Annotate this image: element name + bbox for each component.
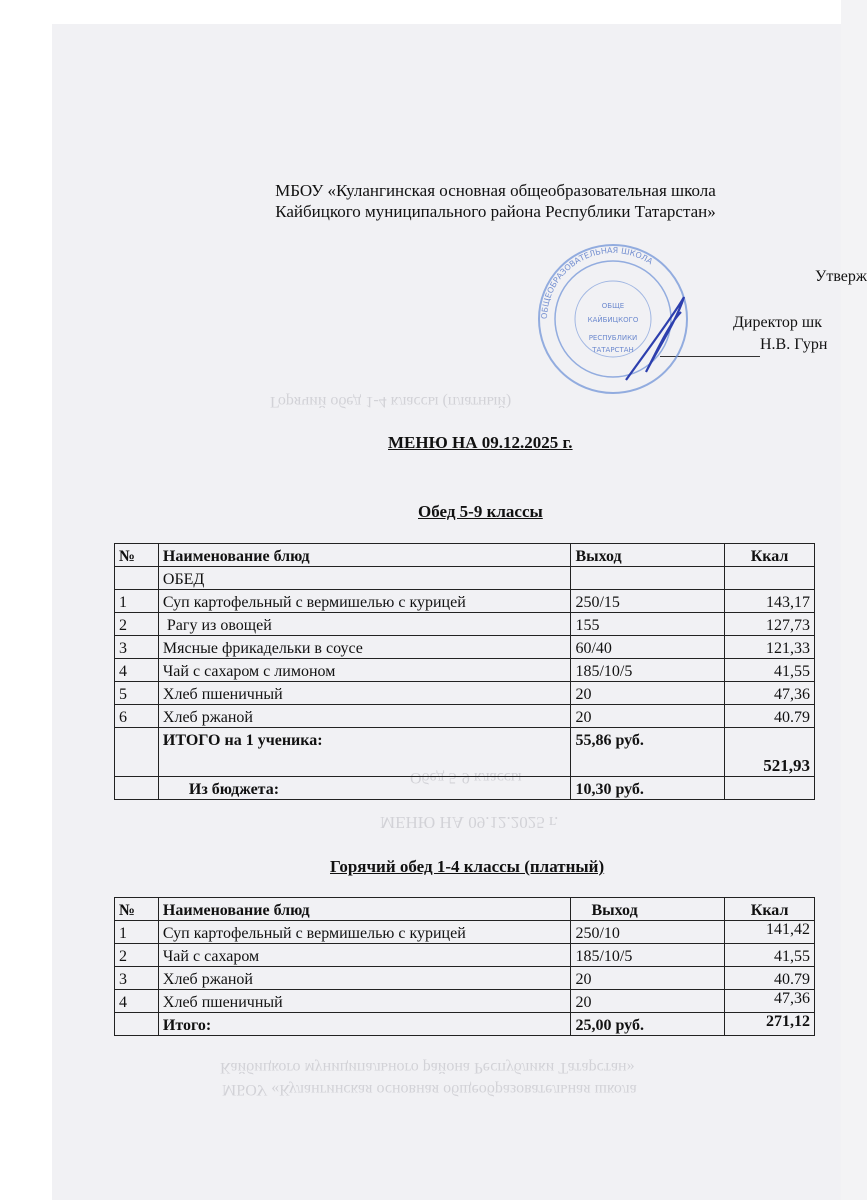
header-cell: Ккал	[725, 898, 815, 921]
row-number: 5	[115, 682, 159, 705]
total-label: ИТОГО на 1 ученика:	[158, 728, 571, 777]
dish-portion: 250/15	[571, 590, 725, 613]
school-header	[0, 180, 841, 222]
school-stamp-seal	[536, 242, 690, 396]
table-row	[115, 967, 815, 990]
school-name-line2: Кайбицкого муниципального района Республики Татарстан»	[275, 202, 716, 221]
stamp-ring-text: ОБЩЕОБРАЗОВАТЕЛЬНАЯ ШКОЛА	[539, 245, 655, 320]
dish-portion: 155	[571, 613, 725, 636]
row-number: 3	[115, 967, 159, 990]
dish-kcal: 47,36	[725, 682, 815, 705]
svg-text:ОБЩЕОБРАЗОВАТЕЛЬНАЯ ШКОЛА	[540, 246, 655, 319]
section-label: ОБЕД	[158, 567, 571, 590]
row-number: 2	[115, 613, 159, 636]
dish-portion: 20	[571, 990, 725, 1013]
row-number: 2	[115, 944, 159, 967]
table-row	[115, 659, 815, 682]
row-number: 4	[115, 990, 159, 1013]
table-row	[115, 636, 815, 659]
budget-label: Из бюджета:	[158, 777, 571, 800]
dish-kcal: 143,17	[725, 590, 815, 613]
menu-table-1-4	[114, 897, 815, 1036]
bleed-through-text: Кайбицкого муниципального района Республики Татарстан»	[220, 1059, 635, 1076]
total-row	[115, 1013, 815, 1036]
header-cell: Выход	[571, 544, 725, 567]
table1-title: Обед 5-9 классы	[418, 502, 543, 521]
bleed-through-text: МЕНЮ НА 09.12.2025 г.	[380, 813, 559, 832]
dish-name: Чай с сахаром с лимоном	[158, 659, 571, 682]
dish-name: Рагу из овощей	[158, 613, 571, 636]
table-row	[115, 990, 815, 1013]
dish-name: Чай с сахаром	[158, 944, 571, 967]
table-row	[115, 590, 815, 613]
table-row	[115, 705, 815, 728]
stamp-center-text: ОБЩЕ	[601, 302, 625, 310]
dish-kcal: 40.79	[725, 967, 815, 990]
total-kcal: 271,12	[725, 1013, 815, 1036]
menu-title: МЕНЮ НА 09.12.2025 г.	[388, 433, 573, 452]
table2-title: Горячий обед 1-4 классы (платный)	[330, 857, 605, 876]
dish-portion: 20	[571, 705, 725, 728]
table-row	[115, 921, 815, 944]
dish-portion: 20	[571, 682, 725, 705]
dish-name: Хлеб пшеничный	[158, 990, 571, 1013]
dish-kcal: 41,55	[725, 659, 815, 682]
approval-position: Директор шк	[733, 314, 823, 331]
stamp-center-text: РЕСПУБЛИКИ	[588, 334, 638, 342]
total-price: 55,86 руб.	[571, 728, 725, 777]
header-cell: Выход	[571, 898, 725, 921]
budget-price: 10,30 руб.	[571, 777, 725, 800]
dish-kcal: 141,42	[725, 921, 815, 944]
header-cell: №	[115, 898, 159, 921]
dish-portion: 185/10/5	[571, 944, 725, 967]
header-cell: Наименование блюд	[158, 544, 571, 567]
header-cell: Ккал	[725, 544, 815, 567]
total-kcal: 521,93	[725, 728, 815, 777]
table-section-row	[115, 567, 815, 590]
header-cell: Наименование блюд	[158, 898, 571, 921]
dish-portion: 250/10	[571, 921, 725, 944]
dish-name: Хлеб ржаной	[158, 967, 571, 990]
dish-portion: 185/10/5	[571, 659, 725, 682]
row-number: 3	[115, 636, 159, 659]
approval-name: Н.В. Гурн	[760, 336, 828, 353]
total-price: 25,00 руб.	[571, 1013, 725, 1036]
approval-word: Утверж	[815, 268, 867, 285]
header-cell: №	[115, 544, 159, 567]
table-header-row	[115, 544, 815, 567]
bleed-through-text: Горячий обед 1-4 классы (платный)	[270, 393, 512, 410]
scan-margin-top	[0, 0, 841, 24]
dish-portion: 60/40	[571, 636, 725, 659]
bleed-through-text: МБОУ «Кулангинская основная общеобразовательная школа	[222, 1081, 637, 1098]
school-name-line1: МБОУ «Кулангинская основная общеобразовательная школа	[275, 181, 716, 200]
row-number: 1	[115, 921, 159, 944]
dish-name: Суп картофельный с вермишелью с курицей	[158, 921, 571, 944]
dish-name: Суп картофельный с вермишелью с курицей	[158, 590, 571, 613]
stamp-center-text: ТАТАРСТАН	[592, 346, 634, 354]
total-row	[115, 728, 815, 777]
budget-row	[115, 777, 815, 800]
stamp-center-text: КАЙБИЦКОГО	[587, 316, 639, 324]
dish-kcal: 40.79	[725, 705, 815, 728]
dish-kcal: 121,33	[725, 636, 815, 659]
table-row	[115, 613, 815, 636]
row-number: 4	[115, 659, 159, 682]
dish-name: Хлеб пшеничный	[158, 682, 571, 705]
row-number: 6	[115, 705, 159, 728]
table-header-row	[115, 898, 815, 921]
menu-table-5-9	[114, 543, 815, 800]
dish-kcal: 127,73	[725, 613, 815, 636]
table-row	[115, 682, 815, 705]
bleed-through-text: Обед 5-9 классы	[410, 769, 522, 786]
dish-portion: 20	[571, 967, 725, 990]
total-label: Итого:	[158, 1013, 571, 1036]
row-number: 1	[115, 590, 159, 613]
dish-name: Хлеб ржаной	[158, 705, 571, 728]
table-row	[115, 944, 815, 967]
dish-kcal: 41,55	[725, 944, 815, 967]
dish-name: Мясные фрикадельки в соусе	[158, 636, 571, 659]
dish-kcal: 47,36	[725, 990, 815, 1013]
